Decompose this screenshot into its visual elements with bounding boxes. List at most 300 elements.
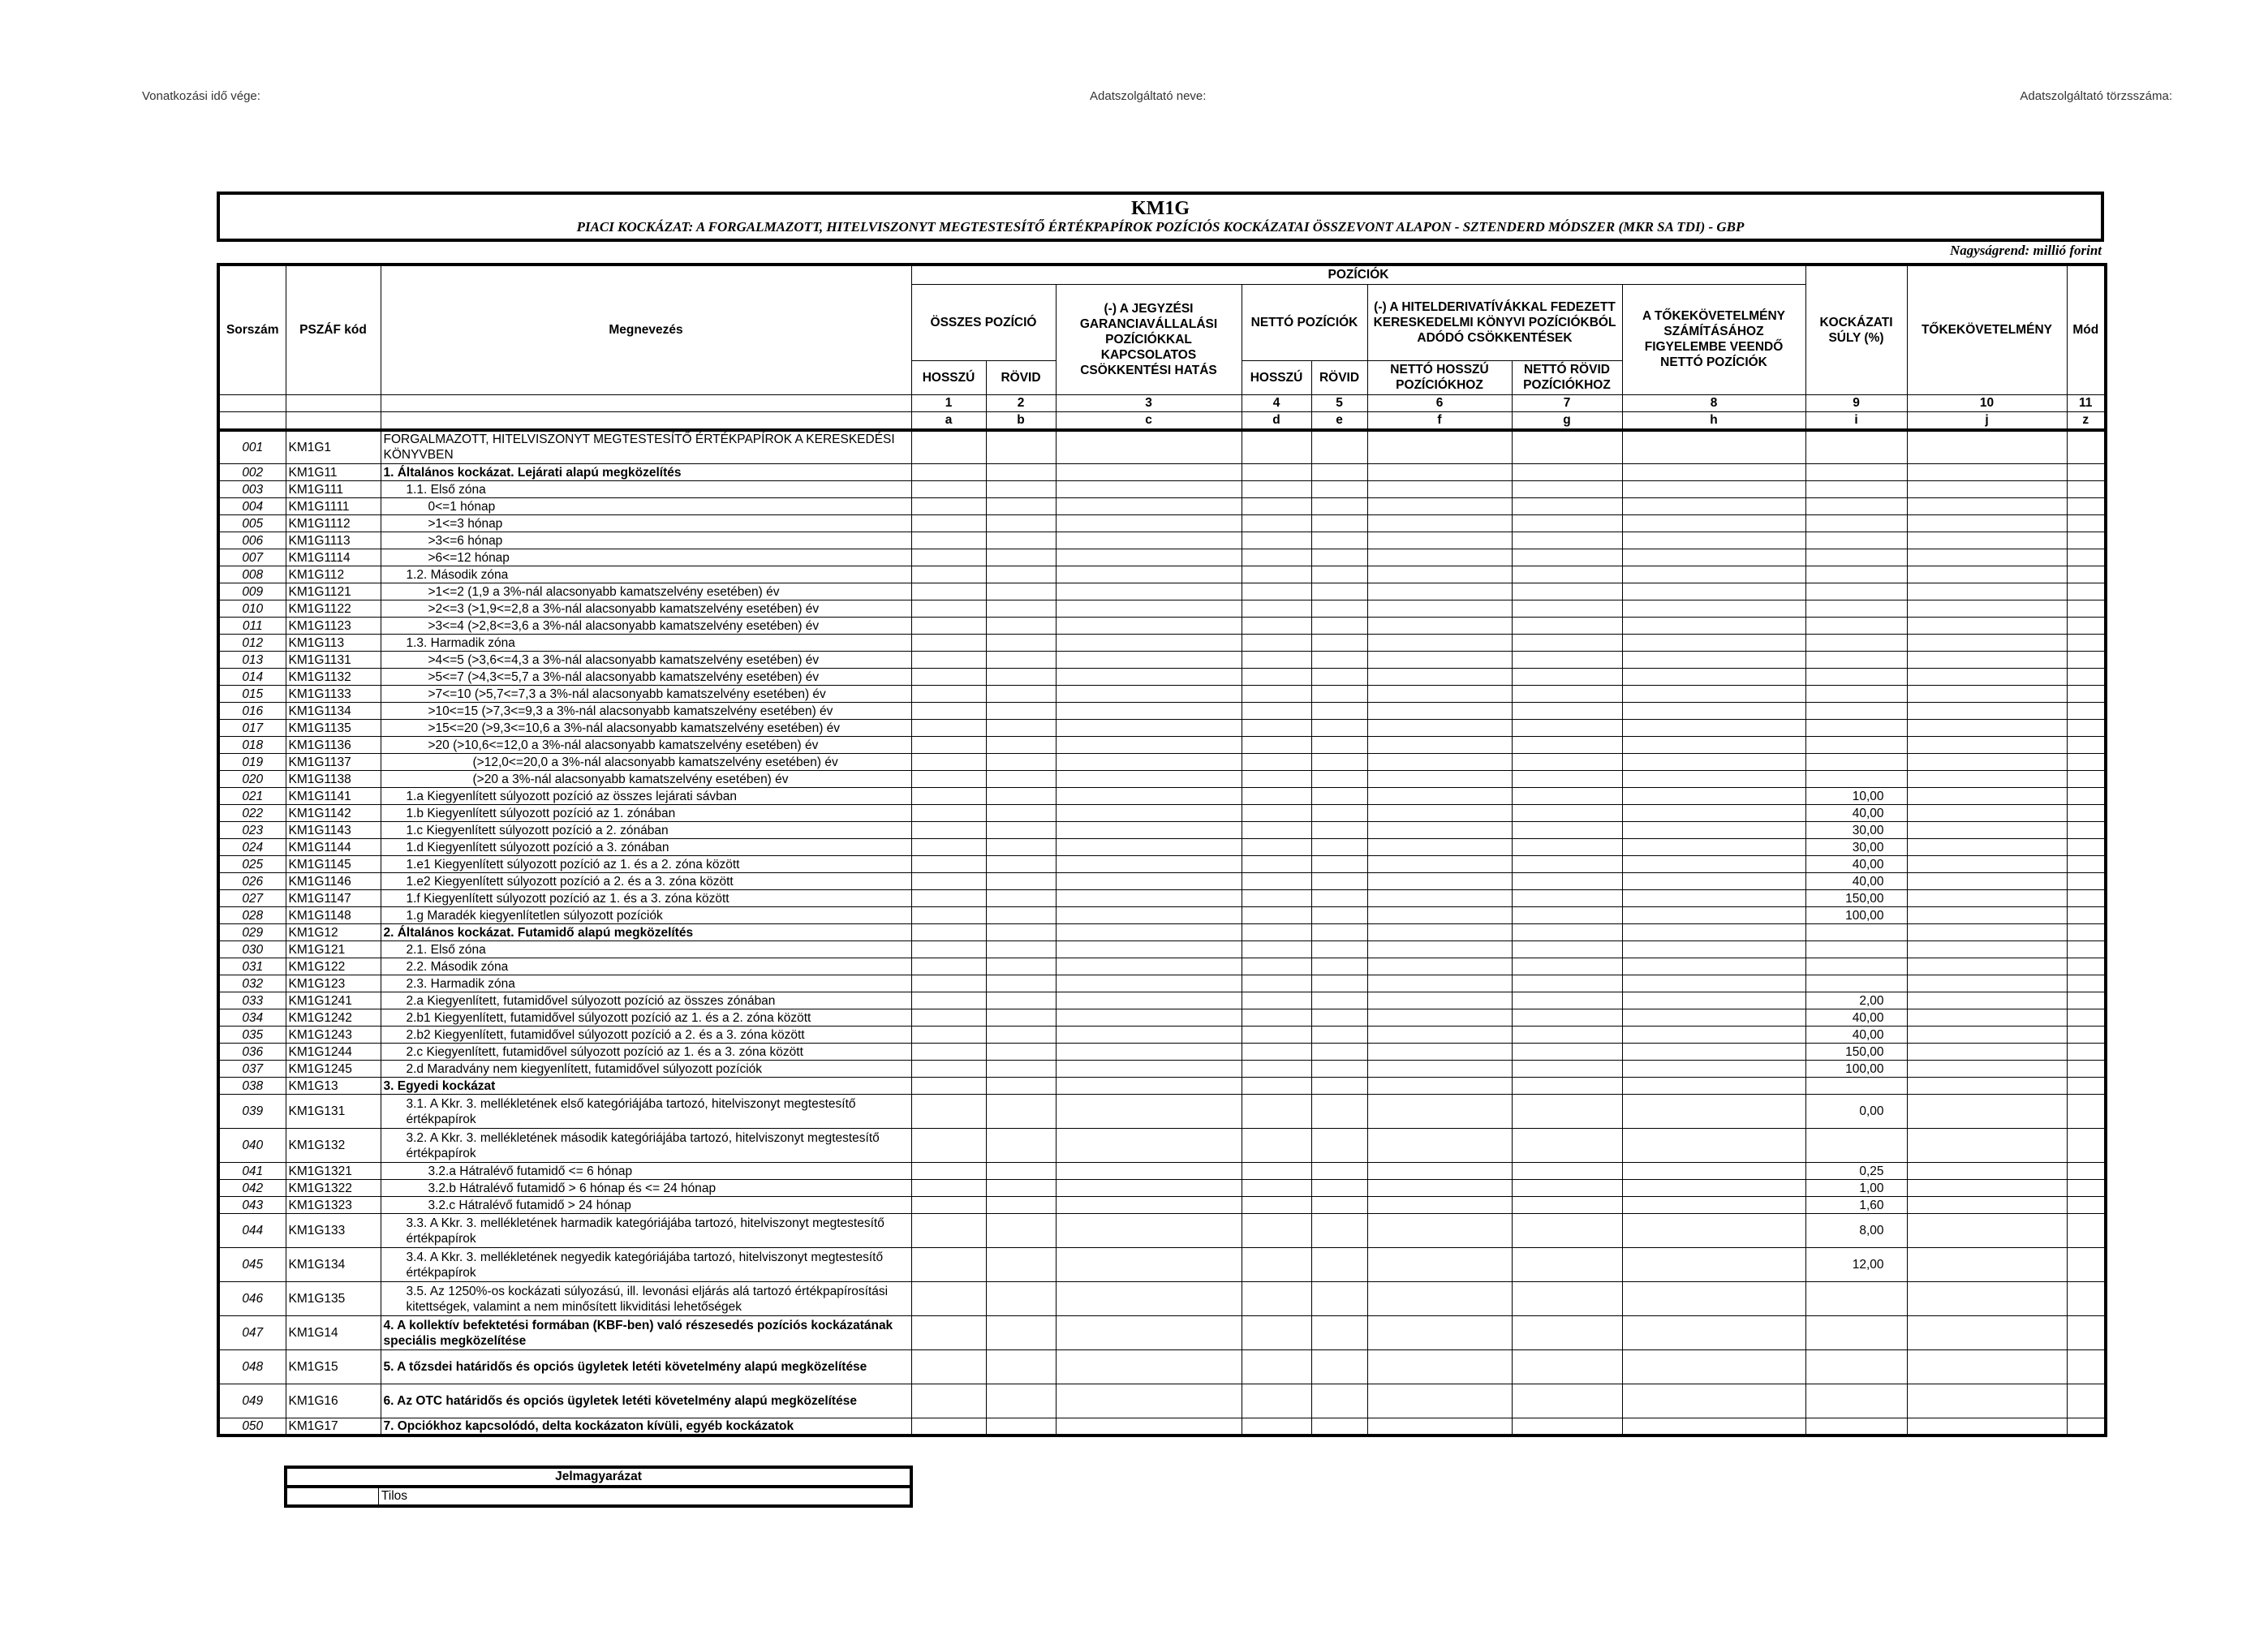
value-cell[interactable] [1311,941,1367,958]
value-cell[interactable] [1367,924,1512,941]
value-cell[interactable] [1367,566,1512,583]
value-cell[interactable] [911,924,986,941]
value-cell[interactable] [986,890,1056,907]
value-cell[interactable] [986,481,1056,498]
value-cell[interactable] [1056,1009,1242,1027]
value-cell[interactable] [1056,583,1242,600]
value-cell[interactable] [1367,1044,1512,1061]
value-cell[interactable] [1311,1350,1367,1384]
value-cell[interactable] [1622,481,1805,498]
value-cell[interactable] [1512,1027,1622,1044]
value-cell[interactable] [1056,703,1242,720]
value-cell[interactable] [911,1027,986,1044]
value-cell[interactable] [911,720,986,737]
value-cell[interactable] [1367,669,1512,686]
value-cell[interactable] [1367,1009,1512,1027]
value-cell[interactable] [1622,771,1805,788]
value-cell[interactable] [1512,1180,1622,1197]
value-cell[interactable] [1622,1418,1805,1435]
value-cell[interactable] [1622,1384,1805,1418]
value-cell[interactable] [1907,464,2067,481]
mod-cell[interactable] [2067,686,2106,703]
value-cell[interactable] [1056,1163,1242,1180]
value-cell[interactable] [1242,515,1311,532]
value-cell[interactable] [1242,600,1311,618]
value-cell[interactable] [1367,1418,1512,1435]
value-cell[interactable] [1056,788,1242,805]
value-cell[interactable] [1907,839,2067,856]
value-cell[interactable] [1907,822,2067,839]
value-cell[interactable] [1512,1248,1622,1282]
value-cell[interactable] [1367,992,1512,1009]
value-cell[interactable] [911,618,986,635]
value-cell[interactable] [1311,975,1367,992]
value-cell[interactable] [1242,1061,1311,1078]
value-cell[interactable] [1242,720,1311,737]
value-cell[interactable] [1367,1180,1512,1197]
value-cell[interactable] [1512,1418,1622,1435]
value-cell[interactable] [1367,635,1512,652]
mod-cell[interactable] [2067,1197,2106,1214]
value-cell[interactable] [1622,1248,1805,1282]
value-cell[interactable] [1512,1009,1622,1027]
mod-cell[interactable] [2067,1180,2106,1197]
value-cell[interactable] [1367,1027,1512,1044]
value-cell[interactable] [1512,1384,1622,1418]
value-cell[interactable] [911,1009,986,1027]
value-cell[interactable] [1367,890,1512,907]
value-cell[interactable] [911,1129,986,1163]
value-cell[interactable] [1907,583,2067,600]
value-cell[interactable] [1622,975,1805,992]
value-cell[interactable] [911,1180,986,1197]
value-cell[interactable] [1311,1078,1367,1095]
value-cell[interactable] [1512,703,1622,720]
value-cell[interactable] [1367,1350,1512,1384]
value-cell[interactable] [1907,1095,2067,1129]
value-cell[interactable] [1622,635,1805,652]
value-cell[interactable] [986,958,1056,975]
mod-cell[interactable] [2067,839,2106,856]
value-cell[interactable] [1622,856,1805,873]
value-cell[interactable] [1512,549,1622,566]
value-cell[interactable] [1056,600,1242,618]
mod-cell[interactable] [2067,771,2106,788]
value-cell[interactable] [1056,992,1242,1009]
value-cell[interactable] [1622,430,1805,464]
value-cell[interactable] [1311,1248,1367,1282]
value-cell[interactable] [1907,600,2067,618]
value-cell[interactable] [986,635,1056,652]
value-cell[interactable] [1311,1418,1367,1435]
value-cell[interactable] [1311,1044,1367,1061]
value-cell[interactable] [1367,532,1512,549]
value-cell[interactable] [986,737,1056,754]
value-cell[interactable] [1056,873,1242,890]
value-cell[interactable] [1311,788,1367,805]
value-cell[interactable] [1367,1384,1512,1418]
mod-cell[interactable] [2067,1418,2106,1435]
mod-cell[interactable] [2067,1248,2106,1282]
value-cell[interactable] [1242,1027,1311,1044]
value-cell[interactable] [1512,669,1622,686]
value-cell[interactable] [1367,1316,1512,1350]
value-cell[interactable] [1056,686,1242,703]
value-cell[interactable] [1056,1129,1242,1163]
value-cell[interactable] [911,839,986,856]
value-cell[interactable] [986,1061,1056,1078]
value-cell[interactable] [1367,481,1512,498]
value-cell[interactable] [1311,1316,1367,1350]
value-cell[interactable] [911,430,986,464]
value-cell[interactable] [1242,839,1311,856]
value-cell[interactable] [1622,1009,1805,1027]
value-cell[interactable] [1512,1214,1622,1248]
mod-cell[interactable] [2067,1163,2106,1180]
value-cell[interactable] [911,1197,986,1214]
value-cell[interactable] [986,1197,1056,1214]
value-cell[interactable] [1056,1316,1242,1350]
value-cell[interactable] [1242,907,1311,924]
value-cell[interactable] [1907,703,2067,720]
value-cell[interactable] [1242,890,1311,907]
value-cell[interactable] [1622,703,1805,720]
value-cell[interactable] [986,1248,1056,1282]
mod-cell[interactable] [2067,430,2106,464]
value-cell[interactable] [1622,1282,1805,1316]
mod-cell[interactable] [2067,600,2106,618]
value-cell[interactable] [911,532,986,549]
value-cell[interactable] [1242,686,1311,703]
value-cell[interactable] [911,1163,986,1180]
value-cell[interactable] [986,583,1056,600]
value-cell[interactable] [1056,498,1242,515]
mod-cell[interactable] [2067,788,2106,805]
value-cell[interactable] [986,1316,1056,1350]
value-cell[interactable] [1907,924,2067,941]
value-cell[interactable] [1622,669,1805,686]
value-cell[interactable] [1056,1248,1242,1282]
mod-cell[interactable] [2067,1282,2106,1316]
value-cell[interactable] [1311,1009,1367,1027]
value-cell[interactable] [1622,1095,1805,1129]
mod-cell[interactable] [2067,958,2106,975]
mod-cell[interactable] [2067,549,2106,566]
value-cell[interactable] [1907,498,2067,515]
value-cell[interactable] [1056,1384,1242,1418]
value-cell[interactable] [1367,720,1512,737]
value-cell[interactable] [911,1316,986,1350]
value-cell[interactable] [986,618,1056,635]
value-cell[interactable] [1622,941,1805,958]
value-cell[interactable] [986,498,1056,515]
value-cell[interactable] [1311,1214,1367,1248]
value-cell[interactable] [1367,958,1512,975]
value-cell[interactable] [986,652,1056,669]
value-cell[interactable] [1512,1316,1622,1350]
value-cell[interactable] [1622,1027,1805,1044]
value-cell[interactable] [1367,430,1512,464]
value-cell[interactable] [1056,669,1242,686]
value-cell[interactable] [986,788,1056,805]
value-cell[interactable] [911,737,986,754]
value-cell[interactable] [986,532,1056,549]
mod-cell[interactable] [2067,1384,2106,1418]
value-cell[interactable] [1622,652,1805,669]
value-cell[interactable] [911,958,986,975]
value-cell[interactable] [1242,1095,1311,1129]
value-cell[interactable] [1622,958,1805,975]
value-cell[interactable] [1907,737,2067,754]
value-cell[interactable] [1311,805,1367,822]
value-cell[interactable] [911,771,986,788]
mod-cell[interactable] [2067,481,2106,498]
value-cell[interactable] [911,941,986,958]
value-cell[interactable] [986,669,1056,686]
value-cell[interactable] [911,583,986,600]
value-cell[interactable] [1311,430,1367,464]
mod-cell[interactable] [2067,907,2106,924]
value-cell[interactable] [1367,1197,1512,1214]
value-cell[interactable] [911,635,986,652]
value-cell[interactable] [1622,1163,1805,1180]
value-cell[interactable] [1622,618,1805,635]
mod-cell[interactable] [2067,1078,2106,1095]
value-cell[interactable] [1056,771,1242,788]
value-cell[interactable] [1512,635,1622,652]
value-cell[interactable] [1242,958,1311,975]
value-cell[interactable] [1622,532,1805,549]
value-cell[interactable] [911,992,986,1009]
value-cell[interactable] [1907,669,2067,686]
value-cell[interactable] [1311,907,1367,924]
value-cell[interactable] [1311,822,1367,839]
value-cell[interactable] [911,805,986,822]
value-cell[interactable] [1367,1214,1512,1248]
value-cell[interactable] [1367,907,1512,924]
value-cell[interactable] [911,822,986,839]
value-cell[interactable] [986,1384,1056,1418]
mod-cell[interactable] [2067,856,2106,873]
value-cell[interactable] [1367,754,1512,771]
value-cell[interactable] [1242,754,1311,771]
value-cell[interactable] [1367,583,1512,600]
mod-cell[interactable] [2067,1027,2106,1044]
value-cell[interactable] [1512,856,1622,873]
value-cell[interactable] [1242,941,1311,958]
value-cell[interactable] [1056,1214,1242,1248]
value-cell[interactable] [1311,583,1367,600]
value-cell[interactable] [986,975,1056,992]
value-cell[interactable] [986,1282,1056,1316]
value-cell[interactable] [1056,805,1242,822]
value-cell[interactable] [986,1009,1056,1027]
mod-cell[interactable] [2067,669,2106,686]
value-cell[interactable] [986,771,1056,788]
value-cell[interactable] [1907,430,2067,464]
value-cell[interactable] [1622,498,1805,515]
value-cell[interactable] [1056,1282,1242,1316]
value-cell[interactable] [1907,873,2067,890]
value-cell[interactable] [1242,669,1311,686]
value-cell[interactable] [1311,635,1367,652]
value-cell[interactable] [1512,430,1622,464]
value-cell[interactable] [1622,839,1805,856]
mod-cell[interactable] [2067,618,2106,635]
value-cell[interactable] [1512,754,1622,771]
value-cell[interactable] [1242,1316,1311,1350]
value-cell[interactable] [911,566,986,583]
value-cell[interactable] [911,481,986,498]
value-cell[interactable] [986,1180,1056,1197]
value-cell[interactable] [986,754,1056,771]
value-cell[interactable] [1622,686,1805,703]
value-cell[interactable] [1367,549,1512,566]
value-cell[interactable] [986,805,1056,822]
mod-cell[interactable] [2067,737,2106,754]
value-cell[interactable] [1311,737,1367,754]
value-cell[interactable] [1622,1350,1805,1384]
mod-cell[interactable] [2067,1009,2106,1027]
value-cell[interactable] [1907,566,2067,583]
value-cell[interactable] [1056,549,1242,566]
value-cell[interactable] [1311,549,1367,566]
mod-cell[interactable] [2067,532,2106,549]
value-cell[interactable] [1242,464,1311,481]
value-cell[interactable] [986,873,1056,890]
value-cell[interactable] [1907,1163,2067,1180]
mod-cell[interactable] [2067,975,2106,992]
value-cell[interactable] [1056,1027,1242,1044]
value-cell[interactable] [911,1095,986,1129]
value-cell[interactable] [1311,515,1367,532]
value-cell[interactable] [1056,1095,1242,1129]
value-cell[interactable] [1907,686,2067,703]
mod-cell[interactable] [2067,805,2106,822]
value-cell[interactable] [911,1044,986,1061]
mod-cell[interactable] [2067,890,2106,907]
value-cell[interactable] [911,515,986,532]
value-cell[interactable] [1907,652,2067,669]
mod-cell[interactable] [2067,720,2106,737]
value-cell[interactable] [1907,754,2067,771]
value-cell[interactable] [1367,737,1512,754]
value-cell[interactable] [1242,635,1311,652]
value-cell[interactable] [911,652,986,669]
value-cell[interactable] [1311,958,1367,975]
value-cell[interactable] [1512,600,1622,618]
value-cell[interactable] [1367,1282,1512,1316]
value-cell[interactable] [986,992,1056,1009]
value-cell[interactable] [1512,1350,1622,1384]
value-cell[interactable] [1907,771,2067,788]
value-cell[interactable] [1512,1095,1622,1129]
value-cell[interactable] [1367,652,1512,669]
value-cell[interactable] [1311,703,1367,720]
value-cell[interactable] [1242,1214,1311,1248]
value-cell[interactable] [1907,992,2067,1009]
value-cell[interactable] [1242,1009,1311,1027]
mod-cell[interactable] [2067,822,2106,839]
value-cell[interactable] [1311,1163,1367,1180]
value-cell[interactable] [1367,1129,1512,1163]
value-cell[interactable] [986,720,1056,737]
value-cell[interactable] [986,515,1056,532]
mod-cell[interactable] [2067,1316,2106,1350]
value-cell[interactable] [1907,720,2067,737]
value-cell[interactable] [1242,532,1311,549]
value-cell[interactable] [911,873,986,890]
value-cell[interactable] [1056,515,1242,532]
value-cell[interactable] [1242,924,1311,941]
value-cell[interactable] [1622,754,1805,771]
value-cell[interactable] [1622,737,1805,754]
value-cell[interactable] [1367,1078,1512,1095]
value-cell[interactable] [1311,498,1367,515]
value-cell[interactable] [1907,1129,2067,1163]
value-cell[interactable] [1907,635,2067,652]
value-cell[interactable] [1907,1350,2067,1384]
value-cell[interactable] [1242,1248,1311,1282]
value-cell[interactable] [986,600,1056,618]
value-cell[interactable] [1907,1214,2067,1248]
value-cell[interactable] [986,1214,1056,1248]
value-cell[interactable] [1242,1044,1311,1061]
value-cell[interactable] [1311,600,1367,618]
value-cell[interactable] [1907,1044,2067,1061]
mod-cell[interactable] [2067,515,2106,532]
value-cell[interactable] [1907,958,2067,975]
value-cell[interactable] [1242,652,1311,669]
value-cell[interactable] [1907,481,2067,498]
value-cell[interactable] [1622,1129,1805,1163]
value-cell[interactable] [1242,975,1311,992]
value-cell[interactable] [1242,873,1311,890]
value-cell[interactable] [1367,703,1512,720]
value-cell[interactable] [1056,958,1242,975]
value-cell[interactable] [1907,1180,2067,1197]
value-cell[interactable] [1311,1095,1367,1129]
value-cell[interactable] [1367,788,1512,805]
value-cell[interactable] [911,669,986,686]
value-cell[interactable] [1622,924,1805,941]
value-cell[interactable] [986,839,1056,856]
value-cell[interactable] [1056,720,1242,737]
value-cell[interactable] [1367,856,1512,873]
mod-cell[interactable] [2067,583,2106,600]
value-cell[interactable] [1056,566,1242,583]
value-cell[interactable] [1056,1418,1242,1435]
value-cell[interactable] [1907,1009,2067,1027]
value-cell[interactable] [1311,1061,1367,1078]
value-cell[interactable] [1056,1078,1242,1095]
value-cell[interactable] [1056,839,1242,856]
value-cell[interactable] [1367,822,1512,839]
value-cell[interactable] [1622,1197,1805,1214]
value-cell[interactable] [1512,1061,1622,1078]
value-cell[interactable] [1367,805,1512,822]
value-cell[interactable] [1907,975,2067,992]
value-cell[interactable] [911,498,986,515]
value-cell[interactable] [1311,1384,1367,1418]
value-cell[interactable] [1242,703,1311,720]
value-cell[interactable] [1622,805,1805,822]
value-cell[interactable] [1907,1282,2067,1316]
value-cell[interactable] [1242,1129,1311,1163]
value-cell[interactable] [1056,907,1242,924]
value-cell[interactable] [986,686,1056,703]
value-cell[interactable] [911,464,986,481]
